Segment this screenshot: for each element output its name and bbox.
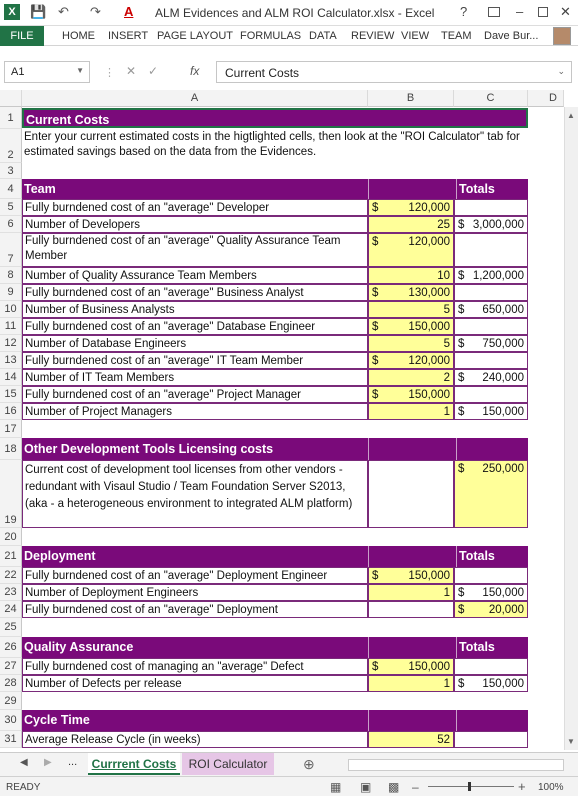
row-label: Average Release Cycle (in weeks) — [22, 731, 368, 748]
currency-symbol: $ — [458, 304, 465, 316]
input-cell[interactable] — [368, 675, 454, 692]
row-label: Fully burndened cost of an "average" Deployment Engineer — [22, 567, 368, 584]
total-cell[interactable] — [454, 601, 528, 618]
column-divider — [368, 710, 369, 731]
total-cell — [454, 352, 528, 369]
currency-symbol: $ — [372, 355, 379, 367]
totals-header: Totals — [456, 637, 528, 658]
input-cell[interactable] — [368, 318, 454, 335]
row-header[interactable]: 27 — [0, 658, 22, 675]
total-cell — [454, 318, 528, 335]
name-box[interactable] — [4, 61, 90, 83]
totals-header — [456, 710, 528, 731]
zoom-level[interactable]: 100% — [538, 782, 564, 793]
status-ready: READY — [6, 782, 41, 793]
total-value: 150,000 — [482, 406, 524, 418]
normal-view-icon[interactable]: ▦ — [330, 780, 342, 794]
formula-bar — [0, 60, 578, 84]
status-bar — [0, 776, 578, 796]
currency-symbol: $ — [458, 678, 465, 690]
row-header[interactable]: 19 — [0, 460, 22, 528]
input-value: 120,000 — [408, 202, 450, 214]
row-label: Fully burndened cost of an "average" Developer — [22, 199, 368, 216]
input-value: 150,000 — [408, 321, 450, 333]
row-header[interactable]: 24 — [0, 601, 22, 618]
column-header-a[interactable]: A — [22, 90, 368, 107]
currency-symbol: $ — [458, 463, 465, 475]
total-value: 250,000 — [482, 463, 524, 475]
input-value: 120,000 — [408, 355, 450, 367]
input-value: 5 — [443, 338, 450, 350]
tab-roi-calculator[interactable]: ROI Calculator — [182, 753, 274, 775]
more-sheets[interactable]: ... — [68, 756, 78, 768]
window-title: ALM Evidences and ALM ROI Calculator.xlsx - Excel — [155, 6, 435, 20]
row-label: Number of Quality Assurance Team Members — [22, 267, 368, 284]
total-value: 650,000 — [482, 304, 524, 316]
scroll-right-icon[interactable]: ▶ — [44, 757, 52, 768]
currency-symbol: $ — [372, 202, 379, 214]
row-label: Fully burndened cost of an "average" IT Team Member — [22, 352, 368, 369]
total-cell — [454, 199, 528, 216]
excel-logo-icon: X — [4, 4, 20, 20]
input-value: 52 — [437, 734, 450, 746]
row-header[interactable]: 21 — [0, 546, 22, 567]
row-header[interactable]: 26 — [0, 637, 22, 658]
vertical-scrollbar[interactable] — [564, 107, 578, 750]
scroll-left-icon[interactable]: ◀ — [20, 757, 28, 768]
input-value: 5 — [443, 304, 450, 316]
currency-symbol: $ — [458, 270, 465, 282]
row-label: Fully burndened cost of an "average" Database Engineer — [22, 318, 368, 335]
row-header[interactable]: 2 — [0, 129, 22, 163]
row-header[interactable]: 30 — [0, 710, 22, 731]
horizontal-scrollbar[interactable] — [348, 759, 564, 771]
row-label: Current cost of development tool licenses from other vendors - redundant with Visaul Studio / Team Foundation Server S2013, (aka - a heterogeneous environment to integrated ALM platform) — [22, 460, 368, 528]
currency-symbol: $ — [458, 587, 465, 599]
row-header[interactable]: 20 — [0, 528, 22, 546]
total-cell — [454, 658, 528, 675]
input-cell[interactable] — [368, 658, 454, 675]
row-header[interactable]: 13 — [0, 352, 22, 369]
column-divider — [368, 179, 369, 199]
input-value: 1 — [443, 587, 450, 599]
row-header[interactable]: 28 — [0, 675, 22, 692]
row-header[interactable]: 22 — [0, 567, 22, 584]
column-header-b[interactable]: B — [368, 90, 454, 107]
input-cell[interactable] — [368, 584, 454, 601]
row-label: Number of Database Engineers — [22, 335, 368, 352]
column-header-d[interactable]: D — [528, 90, 564, 107]
column-divider — [368, 438, 369, 460]
row-label: Number of Project Managers — [22, 403, 368, 420]
scroll-up-icon[interactable]: ▲ — [567, 111, 575, 120]
row-header[interactable]: 31 — [0, 731, 22, 748]
input-value: 150,000 — [408, 661, 450, 673]
scroll-down-icon[interactable]: ▼ — [567, 737, 575, 746]
total-value: 20,000 — [488, 604, 524, 616]
row-header[interactable]: 29 — [0, 692, 22, 710]
row-header[interactable]: 11 — [0, 318, 22, 335]
input-cell[interactable] — [368, 301, 454, 318]
currency-symbol: $ — [372, 236, 379, 248]
currency-symbol: $ — [372, 321, 379, 333]
ribbon-display-icon[interactable] — [488, 7, 500, 17]
input-value: 130,000 — [408, 287, 450, 299]
font-color-icon[interactable]: A — [124, 4, 134, 19]
input-value: 25 — [437, 219, 450, 231]
total-cell — [454, 675, 528, 692]
total-cell — [454, 731, 528, 748]
row-header[interactable]: 10 — [0, 301, 22, 318]
total-value: 150,000 — [482, 678, 524, 690]
add-sheet-icon[interactable]: ⊕ — [303, 756, 315, 772]
chevron-down-icon[interactable]: ▼ — [76, 66, 84, 75]
row-label: Fully burndened cost of managing an "average" Defect — [22, 658, 368, 675]
total-value: 1,200,000 — [472, 270, 524, 282]
spreadsheet-grid[interactable] — [0, 90, 578, 750]
input-cell[interactable] — [368, 352, 454, 369]
undo-icon[interactable]: ↶ — [58, 4, 69, 19]
currency-symbol: $ — [458, 219, 465, 231]
select-all-corner[interactable] — [0, 90, 22, 107]
total-cell — [454, 369, 528, 386]
input-cell[interactable] — [368, 233, 454, 267]
section-title[interactable]: Current Costs — [22, 108, 528, 128]
column-divider — [368, 637, 369, 658]
zoom-in-icon[interactable]: + — [518, 779, 526, 794]
tab-data[interactable]: DATA — [309, 30, 337, 42]
input-cell[interactable] — [368, 284, 454, 301]
save-icon[interactable]: 💾 — [30, 4, 47, 19]
row-header[interactable]: 8 — [0, 267, 22, 284]
input-cell[interactable] — [368, 403, 454, 420]
totals-header: Totals — [456, 546, 528, 567]
section-header[interactable]: Other Development Tools Licensing costs — [22, 438, 528, 460]
input-value: 150,000 — [408, 389, 450, 401]
row-label: Fully burndened cost of an "average" Deployment — [22, 601, 368, 618]
zoom-slider[interactable] — [428, 786, 514, 787]
tab-formulas[interactable]: FORMULAS — [240, 30, 302, 42]
input-value: 1 — [443, 406, 450, 418]
input-cell[interactable] — [368, 267, 454, 284]
input-cell[interactable] — [368, 386, 454, 403]
input-cell[interactable] — [368, 731, 454, 748]
formula-content: Current Costs — [225, 66, 300, 80]
user-name[interactable]: Dave Bur... — [484, 30, 539, 42]
cancel-enter-icons[interactable]: ✕✓ — [126, 64, 171, 78]
section-header[interactable]: Quality Assurance — [22, 637, 528, 658]
row-label: Number of Business Analysts — [22, 301, 368, 318]
input-cell[interactable] — [368, 567, 454, 584]
row-header[interactable]: 5 — [0, 199, 22, 216]
zoom-slider-thumb[interactable] — [468, 782, 471, 791]
row-label: Number of Deployment Engineers — [22, 584, 368, 601]
input-cell[interactable] — [368, 335, 454, 352]
tab-file[interactable]: FILE — [0, 26, 44, 46]
row-header[interactable]: 1 — [0, 107, 22, 129]
currency-symbol: $ — [458, 372, 465, 384]
row-header[interactable]: 6 — [0, 216, 22, 233]
instructions-text: Enter your current estimated costs in the higtlighted cells, then look at the "ROI Calculator" tab for estimated savings based on the data from the Evidences. — [24, 131, 520, 158]
row-label: Number of Defects per release — [22, 675, 368, 692]
row-header[interactable]: 12 — [0, 335, 22, 352]
total-cell — [454, 267, 528, 284]
row-label: Number of IT Team Members — [22, 369, 368, 386]
sheet-tab-bar — [0, 752, 578, 776]
row-header[interactable]: 4 — [0, 179, 22, 199]
section-header[interactable]: Team — [22, 179, 528, 199]
input-value: 1 — [443, 678, 450, 690]
row-header[interactable]: 23 — [0, 584, 22, 601]
close-button[interactable]: ✕ — [560, 4, 571, 19]
input-cell[interactable] — [368, 369, 454, 386]
total-cell — [454, 403, 528, 420]
total-cell — [454, 567, 528, 584]
help-button[interactable]: ? — [460, 4, 468, 19]
formula-input[interactable] — [216, 61, 572, 83]
row-label: Fully burndened cost of an "average" Quality Assurance Team Member — [22, 233, 368, 267]
page-layout-view-icon[interactable]: ▣ — [360, 780, 372, 794]
section-header[interactable]: Deployment — [22, 546, 528, 567]
row-label: Fully burndened cost of an "average" Project Manager — [22, 386, 368, 403]
row-header[interactable]: 14 — [0, 369, 22, 386]
tab-page-layout[interactable]: PAGE LAYOUT — [157, 30, 234, 42]
tab-team[interactable]: TEAM — [441, 30, 472, 42]
grip-icon: ⋮ — [104, 67, 115, 79]
minimize-button[interactable]: – — [516, 4, 524, 19]
tab-current-costs[interactable]: Currrent Costs — [88, 753, 180, 775]
row-header[interactable]: 25 — [0, 618, 22, 637]
currency-symbol: $ — [372, 661, 379, 673]
currency-symbol: $ — [458, 338, 465, 350]
row-header[interactable]: 9 — [0, 284, 22, 301]
tab-insert[interactable]: INSERT — [108, 30, 149, 42]
total-value: 240,000 — [482, 372, 524, 384]
currency-symbol: $ — [458, 406, 465, 418]
insert-function-icon[interactable]: fx — [190, 64, 200, 78]
zoom-out-icon[interactable]: – — [412, 780, 419, 794]
expand-formula-icon[interactable]: ⌄ — [557, 66, 565, 76]
total-value: 750,000 — [482, 338, 524, 350]
currency-symbol: $ — [372, 570, 379, 582]
total-cell — [454, 584, 528, 601]
currency-symbol: $ — [372, 287, 379, 299]
restore-button[interactable] — [538, 7, 548, 17]
total-value: 150,000 — [482, 587, 524, 599]
tab-review[interactable]: REVIEW — [351, 30, 395, 42]
ribbon-tabs — [0, 26, 578, 46]
row-header[interactable]: 3 — [0, 163, 22, 179]
total-cell — [454, 233, 528, 267]
title-bar — [0, 0, 578, 26]
row-header[interactable]: 18 — [0, 438, 22, 460]
row-label: Number of Developers — [22, 216, 368, 233]
input-value: 10 — [437, 270, 450, 282]
total-cell — [454, 386, 528, 403]
name-box-value: A1 — [11, 66, 25, 78]
row-header[interactable]: 7 — [0, 233, 22, 267]
total-value: 3,000,000 — [472, 219, 524, 231]
totals-header — [456, 438, 528, 460]
row-header[interactable]: 17 — [0, 420, 22, 438]
redo-icon[interactable]: ↷ — [90, 4, 101, 19]
total-cell — [454, 284, 528, 301]
column-header-c[interactable]: C — [454, 90, 528, 107]
total-cell — [454, 216, 528, 233]
column-divider — [368, 546, 369, 567]
total-cell — [454, 335, 528, 352]
page-break-view-icon[interactable]: ▩ — [388, 780, 400, 794]
input-cell[interactable] — [368, 199, 454, 216]
total-cell — [454, 301, 528, 318]
input-cell[interactable] — [368, 216, 454, 233]
input-value: 120,000 — [408, 236, 450, 248]
avatar[interactable] — [553, 27, 571, 45]
row-header[interactable]: 16 — [0, 403, 22, 420]
input-value: 2 — [443, 372, 450, 384]
input-value: 150,000 — [408, 570, 450, 582]
tab-home[interactable]: HOME — [62, 30, 95, 42]
input-cell[interactable] — [368, 601, 454, 618]
tab-view[interactable]: VIEW — [401, 30, 430, 42]
currency-symbol: $ — [458, 604, 465, 616]
row-header[interactable]: 15 — [0, 386, 22, 403]
row-label: Fully burndened cost of an "average" Business Analyst — [22, 284, 368, 301]
input-cell[interactable] — [368, 460, 454, 528]
totals-header: Totals — [456, 179, 528, 199]
currency-symbol: $ — [372, 389, 379, 401]
section-header[interactable]: Cycle Time — [22, 710, 528, 731]
total-cell[interactable] — [454, 460, 528, 528]
